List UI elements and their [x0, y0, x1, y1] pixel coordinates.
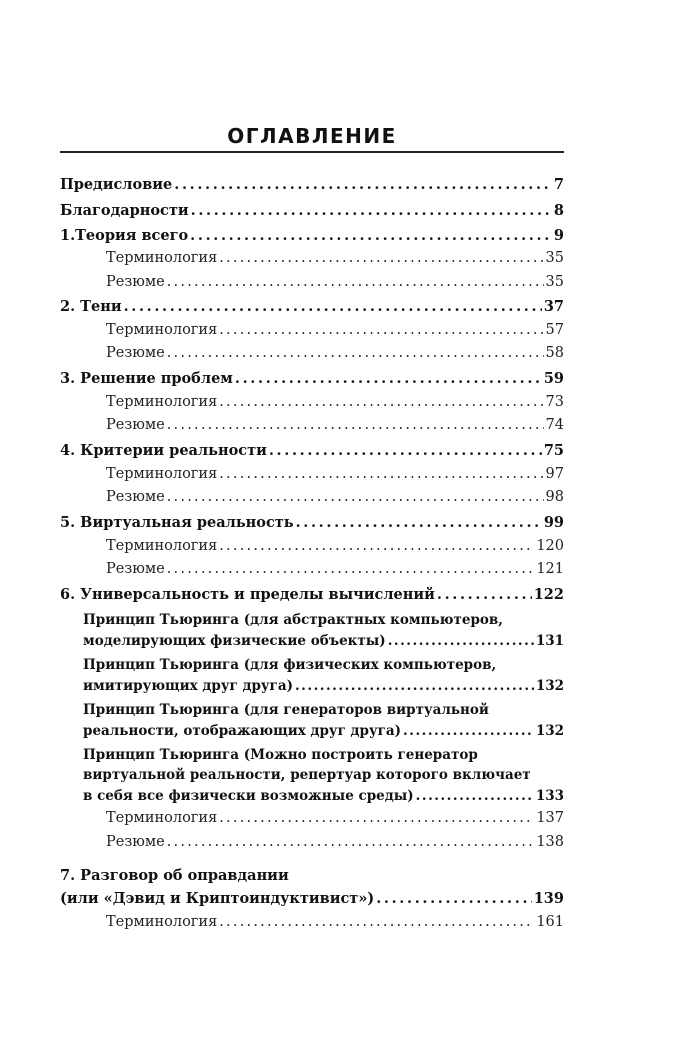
toc-label: Резюме: [106, 561, 165, 577]
toc-entry-preface[interactable]: [60, 176, 564, 193]
dot-leader: [235, 370, 542, 387]
principle-line: Принцип Тьюринга (Можно построить генератор: [83, 747, 478, 763]
page-number: 99: [543, 514, 564, 531]
toc-entry-summary[interactable]: [60, 561, 564, 577]
toc-entry-summary[interactable]: [60, 834, 564, 850]
page-title: ОГЛАВЛЕНИЕ: [227, 124, 397, 148]
toc-label: 4. Критерии реальности: [60, 442, 267, 459]
dot-leader: [403, 723, 534, 739]
toc-entry-principle-2[interactable]: [60, 678, 564, 694]
page-number: 35: [545, 250, 564, 266]
dot-leader: [219, 810, 534, 826]
toc-label: Терминология: [106, 538, 218, 554]
toc-entry-chapter-4[interactable]: [60, 442, 564, 459]
dot-leader: [167, 561, 535, 577]
page-number: 132: [535, 723, 564, 739]
toc-entry-summary[interactable]: [60, 345, 564, 361]
page-number: 131: [535, 633, 564, 649]
toc-entry-chapter-1[interactable]: [60, 227, 564, 244]
dot-leader: [376, 890, 532, 907]
toc-label: 3. Решение проблем: [60, 370, 233, 387]
page-number: 8: [553, 202, 564, 219]
toc-entry-summary[interactable]: [60, 274, 564, 290]
toc-entry-terms[interactable]: [60, 322, 564, 338]
toc-label: Резюме: [106, 834, 165, 850]
dot-leader: [167, 489, 544, 505]
page-number: 132: [535, 678, 564, 694]
dot-leader: [174, 176, 552, 193]
page-number: 74: [545, 417, 564, 433]
toc-entry-chapter-6[interactable]: [60, 586, 564, 603]
toc-entry-terms[interactable]: [60, 810, 564, 826]
page-number: 37: [543, 298, 564, 315]
toc-label: в себя все физически возможные среды): [83, 788, 414, 804]
dot-leader: [269, 442, 542, 459]
toc-label: Резюме: [106, 345, 165, 361]
dot-leader: [416, 788, 534, 804]
principle-line: Принцип Тьюринга (для физических компьютеров,: [83, 657, 497, 673]
toc-entry-terms[interactable]: [60, 914, 564, 930]
page-number: 122: [533, 586, 564, 603]
principle-line: виртуальной реальности, репертуар которого включает: [83, 767, 531, 783]
toc-label: Терминология: [106, 322, 218, 338]
toc-entry-terms[interactable]: [60, 538, 564, 554]
page-number: 137: [536, 810, 564, 826]
page-number: 58: [545, 345, 564, 361]
page-number: 75: [543, 442, 564, 459]
page-number: 57: [545, 322, 564, 338]
toc-label: Терминология: [106, 914, 218, 930]
dot-leader: [124, 298, 542, 315]
page-number: 59: [543, 370, 564, 387]
page-number: 73: [545, 394, 564, 410]
page-number: 7: [553, 176, 564, 193]
toc-entry-terms[interactable]: [60, 466, 564, 482]
dot-leader: [437, 586, 532, 603]
dot-leader: [167, 345, 544, 361]
dot-leader: [296, 514, 542, 531]
dot-leader: [295, 678, 534, 694]
page-number: 161: [536, 914, 564, 930]
toc-label: реальности, отображающих друг друга): [83, 723, 402, 739]
page-number: 35: [545, 274, 564, 290]
title-rule: [60, 151, 564, 153]
page-number: 138: [536, 834, 564, 850]
toc-label: Благодарности: [60, 202, 189, 219]
toc-label: 1.Теория всего: [60, 227, 189, 244]
page-number: 121: [536, 561, 564, 577]
dot-leader: [219, 250, 543, 266]
toc-entry-chapter-7[interactable]: [60, 890, 564, 907]
dot-leader: [167, 417, 544, 433]
page-number: 120: [536, 538, 564, 554]
chapter-7-title-line: 7. Разговор об оправдании: [60, 867, 289, 884]
toc-entry-terms[interactable]: [60, 394, 564, 410]
dot-leader: [219, 394, 543, 410]
page-number: 133: [535, 788, 564, 804]
toc-label: (или «Дэвид и Криптоиндуктивист»): [60, 890, 375, 907]
page-number: 98: [545, 489, 564, 505]
dot-leader: [191, 202, 552, 219]
page-number: 9: [553, 227, 564, 244]
page-number: 97: [545, 466, 564, 482]
toc-entry-summary[interactable]: [60, 417, 564, 433]
toc-label: Предисловие: [60, 176, 173, 193]
toc-label: имитирующих друг друга): [83, 678, 293, 694]
toc-entry-thanks[interactable]: [60, 202, 564, 219]
page-number: 139: [533, 890, 564, 907]
toc-label: 2. Тени: [60, 298, 122, 315]
dot-leader: [167, 274, 544, 290]
toc-entry-chapter-3[interactable]: [60, 370, 564, 387]
toc-label: моделирующих физические объекты): [83, 633, 386, 649]
toc-label: Резюме: [106, 417, 165, 433]
toc-entry-principle-3[interactable]: [60, 723, 564, 739]
toc-entry-summary[interactable]: [60, 489, 564, 505]
toc-label: 5. Виртуальная реальность: [60, 514, 294, 531]
toc-entry-principle-1[interactable]: [60, 633, 564, 649]
principle-line: Принцип Тьюринга (для абстрактных компьютеров,: [83, 612, 503, 628]
toc-entry-chapter-5[interactable]: [60, 514, 564, 531]
toc-label: 6. Универсальность и пределы вычислений: [60, 586, 435, 603]
toc-entry-terms[interactable]: [60, 250, 564, 266]
toc-label: Терминология: [106, 466, 218, 482]
dot-leader: [388, 633, 534, 649]
dot-leader: [219, 466, 543, 482]
dot-leader: [167, 834, 535, 850]
toc-entry-principle-4[interactable]: [60, 788, 564, 804]
toc-label: Терминология: [106, 810, 218, 826]
dot-leader: [219, 538, 534, 554]
dot-leader: [219, 322, 543, 338]
toc-entry-chapter-2[interactable]: [60, 298, 564, 315]
principle-line: Принцип Тьюринга (для генераторов виртуальной: [83, 702, 489, 718]
toc-label: Резюме: [106, 274, 165, 290]
toc-label: Терминология: [106, 250, 218, 266]
dot-leader: [219, 914, 534, 930]
toc-label: Терминология: [106, 394, 218, 410]
toc-label: Резюме: [106, 489, 165, 505]
dot-leader: [190, 227, 552, 244]
